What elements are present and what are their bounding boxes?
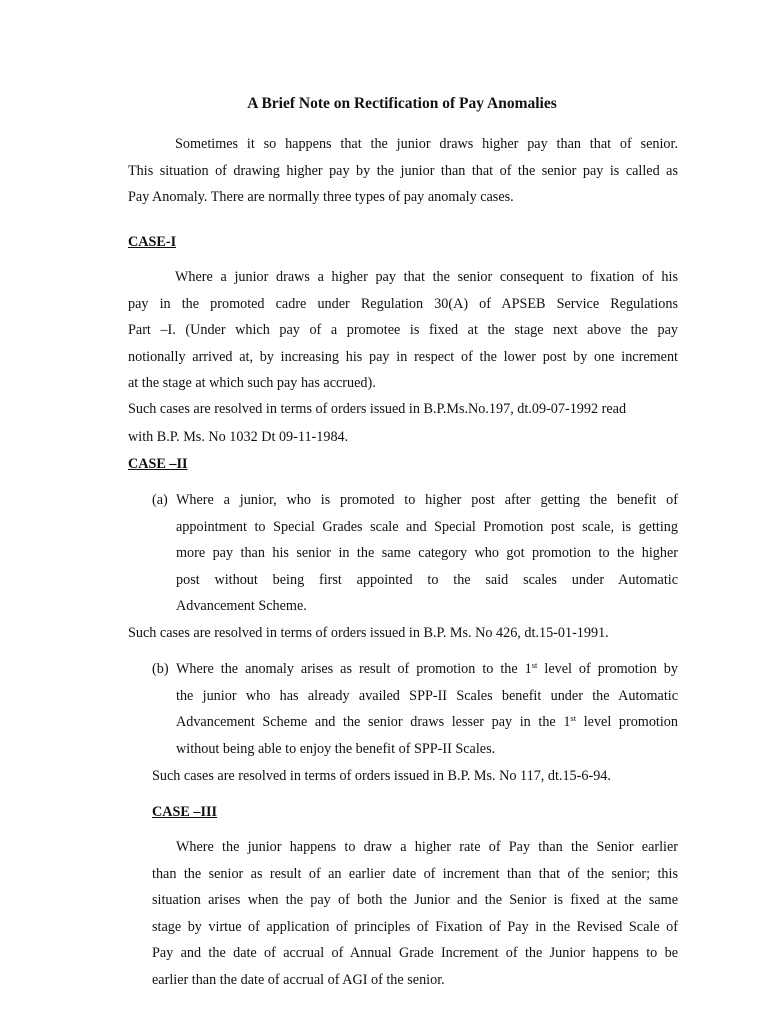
document-title: A Brief Note on Rectification of Pay Anomalies (247, 95, 557, 112)
case-3-line: Pay and the date of accrual of Annual Grade Increment of the Junior happens to be (152, 945, 678, 962)
case-2-item-a-line: Where a junior, who is promoted to higher post after getting the benefit of (176, 492, 678, 508)
intro-line: Pay Anomaly. There are normally three types of pay anomaly cases. (128, 189, 514, 206)
case-2-item-b-line-2: the junior who has already availed SPP-II Scales benefit under the Automatic (176, 687, 678, 704)
case-1-heading: CASE-I (128, 234, 177, 250)
case-2-item-a-line: post without being first appointed to the said scales under Automatic (176, 571, 678, 588)
case-3-paragraph (152, 834, 678, 994)
case-3-line: earlier than the date of accrual of AGI of the senior. (152, 971, 445, 988)
case-3-heading: CASE –III (152, 804, 218, 820)
case-2-resolution-a: Such cases are resolved in terms of orders issued in B.P. Ms. No 426, dt.15-01-1991. (128, 625, 609, 641)
intro-line: Sometimes it so happens that the junior draws higher pay than that of senior. (175, 136, 678, 152)
case-1-line: pay in the promoted cadre under Regulation 30(A) of APSEB Service Regulations (128, 295, 678, 312)
case-2-item-b-line-3: Advancement Scheme and the senior draws lesser pay in the 1st level promotion (176, 713, 678, 731)
case-3-line: situation arises when the pay of both the Junior and the Senior is fixed at the same (152, 892, 678, 909)
case-3-line: than the senior as result of an earlier date of increment than that of the senior; this (152, 865, 678, 882)
intro-paragraph (128, 131, 678, 211)
case-2-item-a-paragraph (176, 487, 678, 620)
case-3-line: stage by virtue of application of principles of Fixation of Pay in the Revised Scale of (152, 918, 678, 935)
case-2-item-a-line: Advancement Scheme. (176, 598, 307, 615)
case-1-line: Where a junior draws a higher pay that the senior consequent to fixation of his (175, 269, 678, 285)
case-2-item-a-marker: (a) (152, 492, 168, 508)
case-2-item-b-line-1: Where the anomaly arises as result of promotion to the 1st level of promotion by (176, 660, 678, 677)
case-1-line: Part –I. (Under which pay of a promotee is fixed at the stage next above the pay (128, 322, 678, 339)
case-1-resolution-line: Such cases are resolved in terms of orders issued in B.P.Ms.No.197, dt.09-07-1992 read (128, 401, 627, 417)
case-2-item-a-line: appointment to Special Grades scale and Special Promotion post scale, is getting (176, 518, 678, 535)
case-3-line: Where the junior happens to draw a higher rate of Pay than the Senior earlier (176, 839, 678, 855)
case-2-item-b-paragraph (176, 656, 678, 762)
case-2-heading: CASE –II (128, 456, 188, 472)
case-1-resolution-line: with B.P. Ms. No 1032 Dt 09-11-1984. (128, 429, 349, 445)
case-1-line: at the stage at which such pay has accrued). (128, 375, 376, 392)
case-1-paragraph (128, 264, 678, 397)
intro-line: This situation of drawing higher pay by the junior than that of the senior pay is called as (128, 162, 678, 179)
case-2-item-b-line-4: without being able to enjoy the benefit of SPP-II Scales. (176, 740, 496, 757)
case-1-line: notionally arrived at, by increasing his pay in respect of the lower post by one increment (128, 348, 678, 365)
case-2-item-b-marker: (b) (152, 661, 169, 677)
case-2-item-a-line: more pay than his senior in the same category who got promotion to the higher (176, 545, 678, 562)
case-2-resolution-b: Such cases are resolved in terms of orders issued in B.P. Ms. No 117, dt.15-6-94. (152, 768, 611, 784)
